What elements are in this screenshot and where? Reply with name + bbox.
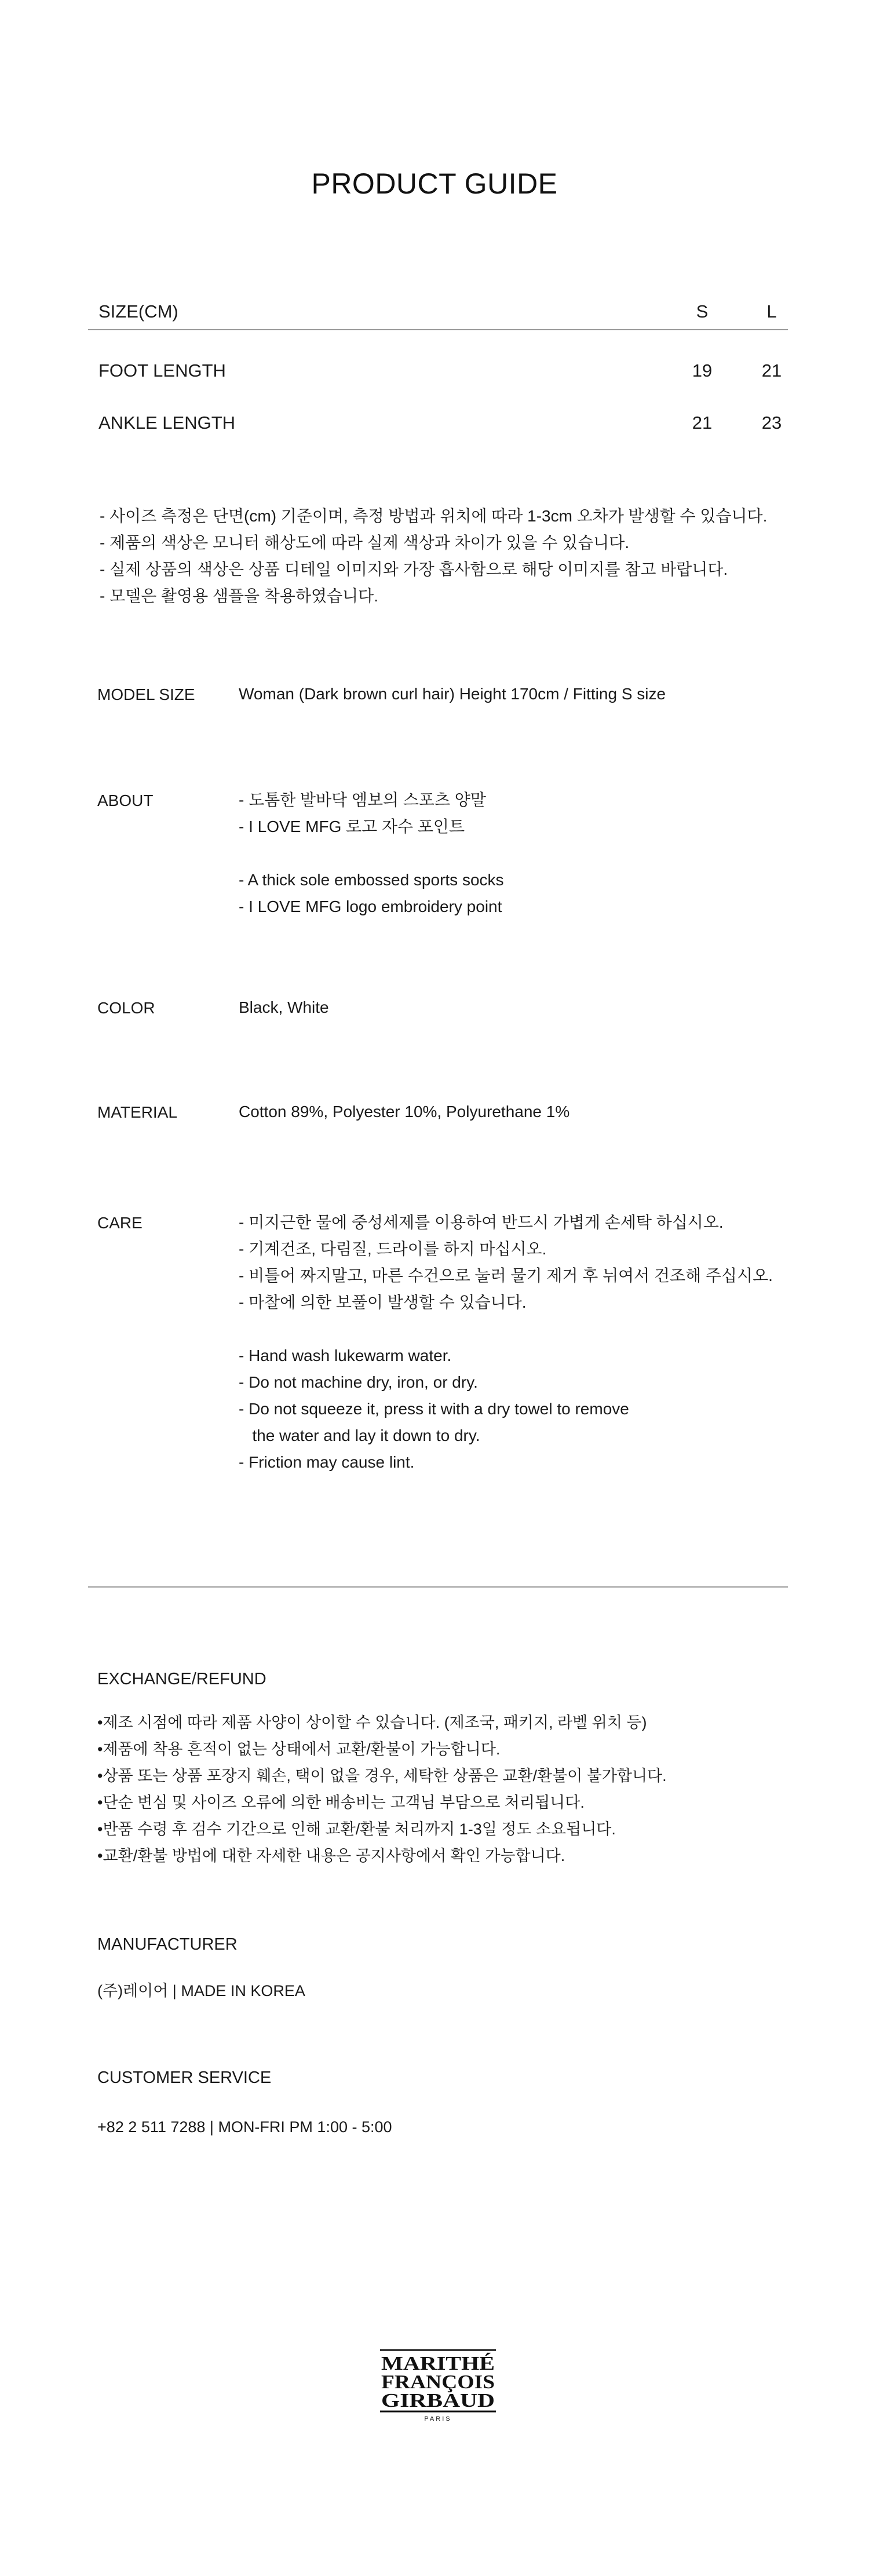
care-line: - 마찰에 의한 보풀이 발생할 수 있습니다. <box>239 1293 527 1311</box>
row-label: FOOT LENGTH <box>98 360 226 381</box>
manufacturer-heading: MANUFACTURER <box>97 1935 238 1954</box>
note-line: - 제품의 색상은 모니터 해상도에 따라 실제 색상과 차이가 있을 수 있습니다. <box>100 534 630 552</box>
care-line <box>239 1316 773 1342</box>
list-item: •반품 수령 후 검수 기간으로 인해 교환/환불 처리까지 1-3일 정도 소요됩니다. <box>97 1820 616 1838</box>
size-table-header <box>88 301 788 327</box>
material-value <box>239 1099 569 1125</box>
model-size-value <box>239 681 666 707</box>
customer-service-text: +82 2 511 7288 | MON-FRI PM 1:00 - 5:00 <box>97 2118 392 2136</box>
about-line: - A thick sole embossed sports socks <box>239 871 504 889</box>
material-label: MATERIAL <box>97 1103 177 1121</box>
brand-logo <box>379 2348 497 2423</box>
table-row <box>88 413 788 438</box>
color-value <box>239 994 329 1021</box>
care-line: - Hand wash lukewarm water. <box>239 1347 452 1364</box>
size-table <box>88 301 788 438</box>
note-line: - 사이즈 측정은 단면(cm) 기준이며, 측정 방법과 위치에 따라 1-3cm 오차가 발생할 수 있습니다. <box>100 507 768 525</box>
logo-sub: PARIS <box>424 2416 452 2422</box>
row-label: ANKLE LENGTH <box>98 413 236 433</box>
about-label: ABOUT <box>97 791 154 809</box>
manufacturer-value <box>97 1977 305 2004</box>
size-notes <box>100 503 767 610</box>
model-size-text: Woman (Dark brown curl hair) Height 170cm / Fitting S size <box>239 685 666 703</box>
size-header-label: SIZE(CM) <box>98 301 178 322</box>
row-value-s: 21 <box>692 413 713 433</box>
care-line: - Friction may cause lint. <box>239 1453 415 1471</box>
customer-service-heading: CUSTOMER SERVICE <box>97 2068 272 2087</box>
care-line: - Do not machine dry, iron, or dry. <box>239 1373 478 1391</box>
table-row <box>88 360 788 386</box>
logo-line-2: FRANÇOIS <box>381 2371 495 2393</box>
care-line: the water and lay it down to dry. <box>239 1426 480 1444</box>
list-item: •상품 또는 상품 포장지 훼손, 택이 없을 경우, 세탁한 상품은 교환/환불이 불가합니다. <box>97 1767 667 1785</box>
size-header-l: L <box>766 301 777 322</box>
about-line <box>239 840 504 867</box>
logo-line-3: GIRBAUD <box>381 2390 495 2411</box>
list-item: •제품에 착용 흔적이 없는 상태에서 교환/환불이 가능합니다. <box>97 1741 501 1758</box>
note-line: - 실제 상품의 색상은 상품 디테일 이미지와 가장 흡사함으로 해당 이미지를 참고 바랍니다. <box>100 560 728 578</box>
care-line: - 미지근한 물에 중성세제를 이용하여 반드시 가볍게 손세탁 하십시오. <box>239 1213 724 1231</box>
color-text: Black, White <box>239 998 329 1016</box>
logo-line-1: MARITHÉ <box>381 2353 495 2374</box>
note-line: - 모델은 촬영용 샘플을 착용하였습니다. <box>100 587 378 605</box>
list-item: •교환/환불 방법에 대한 자세한 내용은 공지사항에서 확인 가능합니다. <box>97 1847 565 1865</box>
material-text: Cotton 89%, Polyester 10%, Polyurethane 1% <box>239 1103 570 1121</box>
care-value <box>239 1209 773 1476</box>
manufacturer-text: (주)레이어 | MADE IN KOREA <box>97 1982 305 1999</box>
row-value-l: 21 <box>761 360 782 381</box>
exchange-heading: EXCHANGE/REFUND <box>97 1670 266 1688</box>
about-line: - I LOVE MFG 로고 자수 포인트 <box>239 818 465 835</box>
row-value-s: 19 <box>692 360 713 381</box>
list-item: •제조 시점에 따라 제품 사양이 상이할 수 있습니다. (제조국, 패키지, 라벨 위치 등) <box>97 1714 647 1731</box>
color-label: COLOR <box>97 999 155 1017</box>
model-size-label: MODEL SIZE <box>97 685 195 703</box>
customer-service-value <box>97 2114 392 2140</box>
care-line: - Do not squeeze it, press it with a dry towel to remove <box>239 1400 629 1418</box>
page-title: PRODUCT GUIDE <box>311 167 558 200</box>
list-item: •단순 변심 및 사이즈 오류에 의한 배송비는 고객님 부담으로 처리됩니다. <box>97 1794 585 1811</box>
about-line: - I LOVE MFG logo embroidery point <box>239 897 502 915</box>
about-line: - 도톰한 발바닥 엠보의 스포츠 양말 <box>239 791 486 809</box>
exchange-list <box>97 1709 667 1869</box>
size-header-s: S <box>696 301 709 322</box>
section-divider <box>88 1586 788 1588</box>
care-line: - 기계건조, 다림질, 드라이를 하지 마십시오. <box>239 1240 547 1258</box>
row-value-l: 23 <box>761 413 782 433</box>
care-line: - 비틀어 짜지말고, 마른 수건으로 눌러 물기 제거 후 뉘여서 건조해 주십시오. <box>239 1267 773 1285</box>
about-value <box>239 787 504 920</box>
table-header-divider <box>88 329 788 330</box>
care-label: CARE <box>97 1214 143 1232</box>
